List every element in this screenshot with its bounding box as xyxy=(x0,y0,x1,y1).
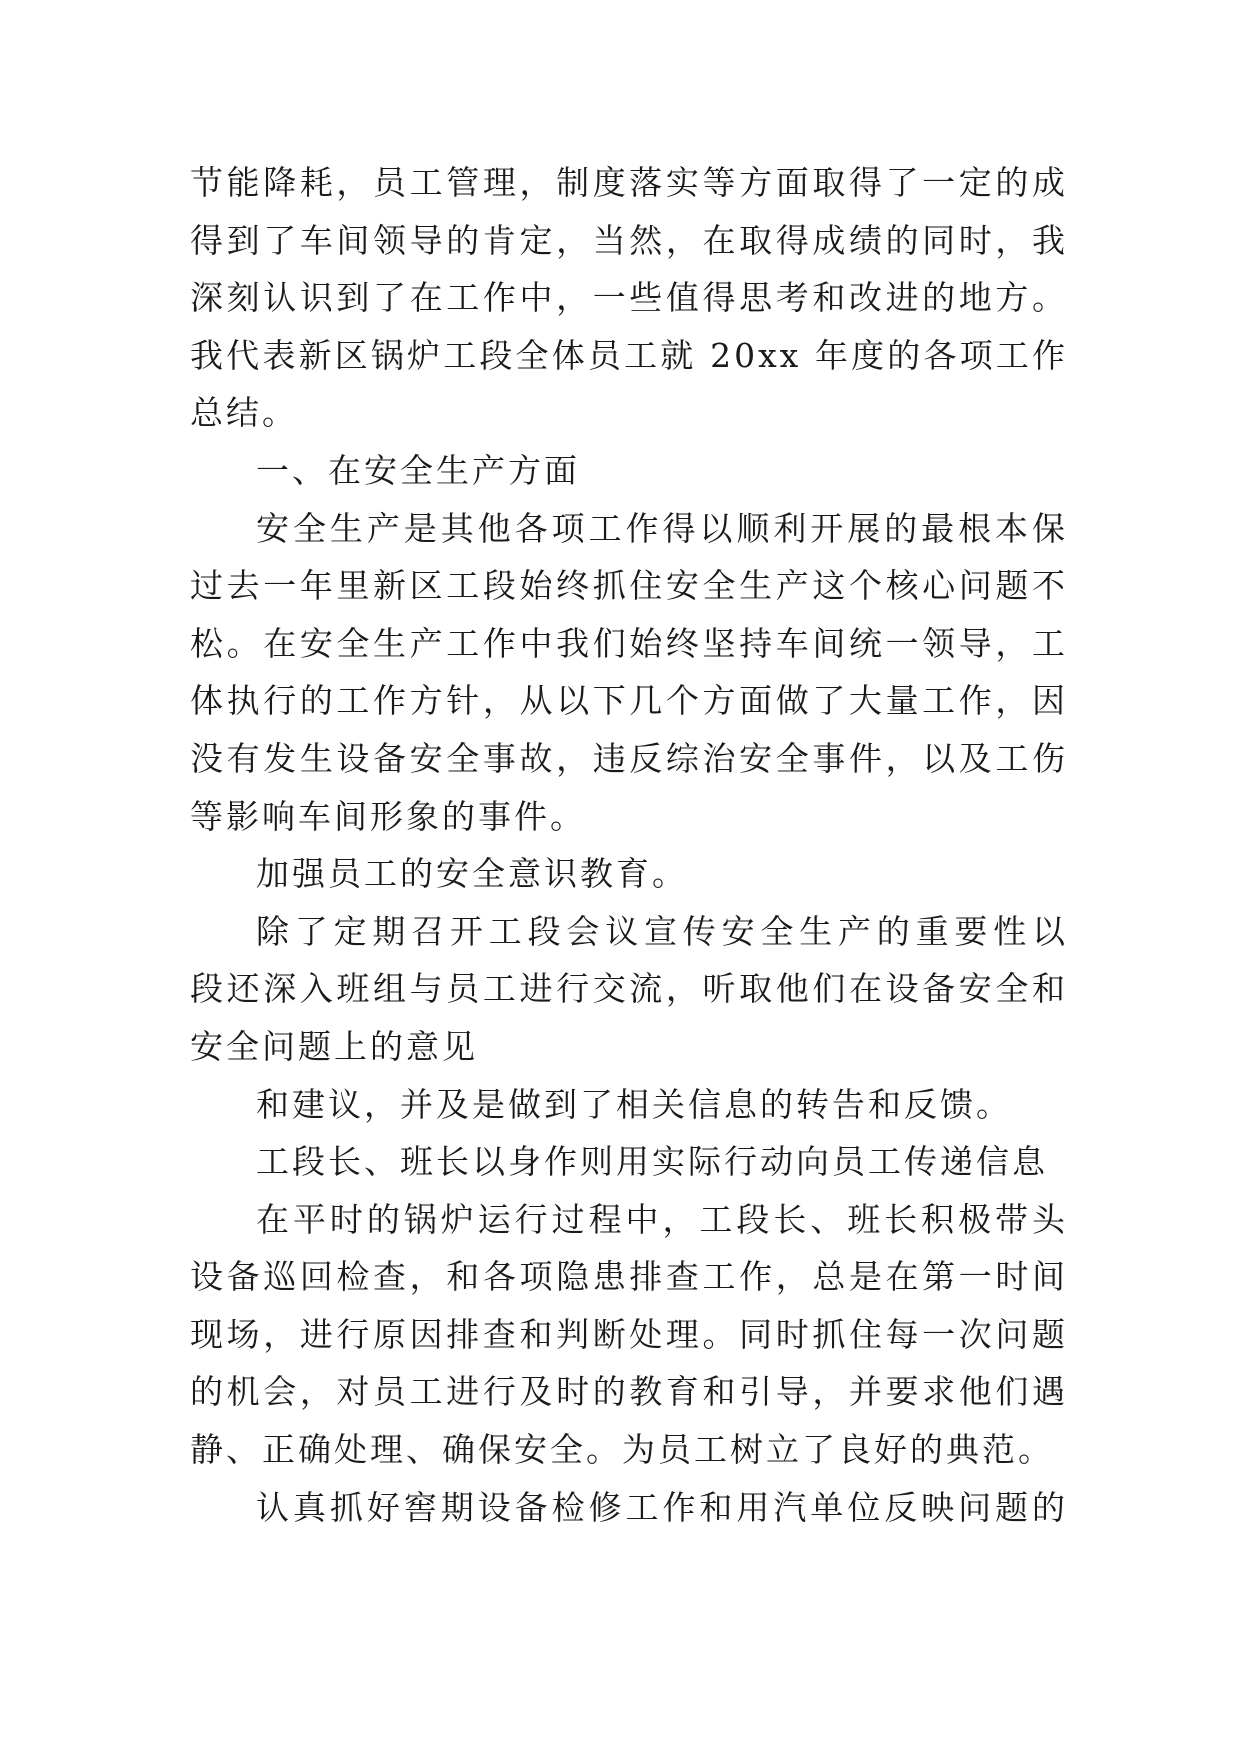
document-body xyxy=(190,154,1068,1536)
document-line: 过去一年里新区工段始终抓住安全生产这个核心问题不 xyxy=(190,566,1068,606)
document-line: 得到了车间领导的肯定，当然，在取得成绩的同时，我 xyxy=(190,220,1068,260)
document-line: 静、正确处理、确保安全。为员工树立了良好的典范。 xyxy=(190,1430,1054,1470)
document-line: 除了定期召开工段会议宣传安全生产的重要性以 xyxy=(256,911,1068,951)
document-line: 安全问题上的意见 xyxy=(190,1026,478,1066)
document-line: 节能降耗，员工管理，制度落实等方面取得了一定的成 xyxy=(190,163,1068,202)
document-line: 设备巡回检查，和各项隐患排查工作，总是在第一时间 xyxy=(190,1257,1068,1297)
document-line: 安全生产是其他各项工作得以顺利开展的最根本保 xyxy=(256,508,1068,548)
document-line: 一、在安全生产方面 xyxy=(256,450,580,490)
document-line: 加强员工的安全意识教育。 xyxy=(256,854,688,894)
document-line: 我代表新区锅炉工段全体员工就 20xx 年度的各项工作 xyxy=(190,335,1068,375)
document-line: 段还深入班组与员工进行交流，听取他们在设备安全和 xyxy=(190,969,1068,1009)
document-line: 总结。 xyxy=(190,393,298,433)
document-line: 和建议，并及是做到了相关信息的转告和反馈。 xyxy=(256,1084,1012,1124)
document-line: 深刻认识到了在工作中，一些值得思考和改进的地方。 xyxy=(190,278,1068,318)
document-line: 松。在安全生产工作中我们始终坚持车间统一领导，工 xyxy=(190,623,1068,663)
document-line: 体执行的工作方针，从以下几个方面做了大量工作，因 xyxy=(190,681,1068,721)
document-line: 没有发生设备安全事故，违反综治安全事件，以及工伤 xyxy=(190,738,1068,778)
document-line: 在平时的锅炉运行过程中，工段长、班长积极带头 xyxy=(256,1199,1068,1239)
document-line: 的机会，对员工进行及时的教育和引导，并要求他们遇 xyxy=(190,1372,1068,1412)
document-line: 工段长、班长以身作则用实际行动向员工传递信息 xyxy=(256,1142,1048,1182)
document-line: 认真抓好窖期设备检修工作和用汽单位反映问题的 xyxy=(256,1487,1068,1527)
document-line: 等影响车间形象的事件。 xyxy=(190,796,586,836)
document-line: 现场，进行原因排查和判断处理。同时抓住每一次问题 xyxy=(190,1314,1068,1354)
